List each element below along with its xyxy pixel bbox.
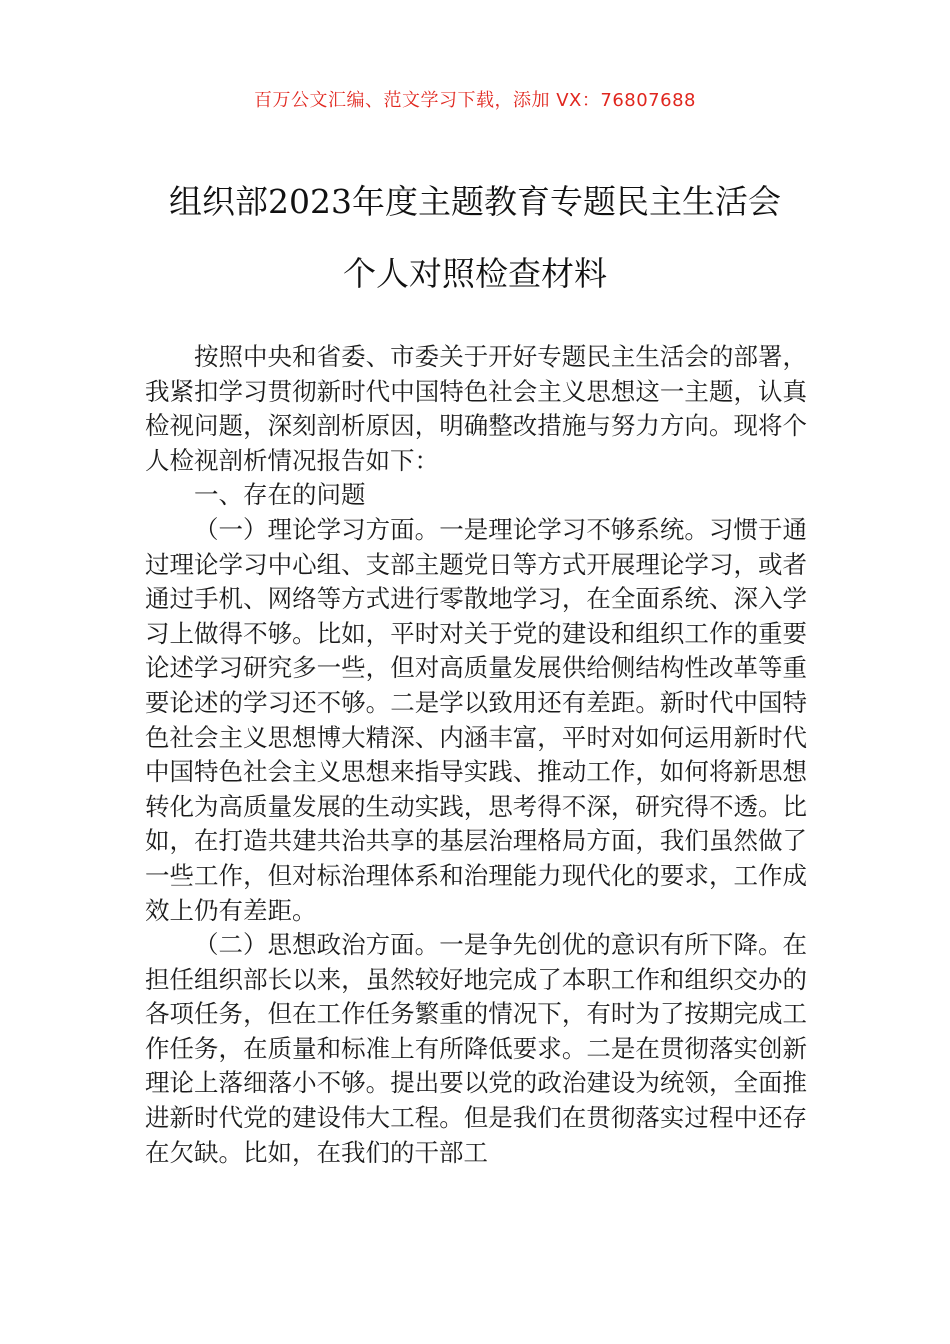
body-paragraph-theory-study: （一）理论学习方面。一是理论学习不够系统。习惯于通过理论学习中心组、支部主题党日等方式开展理论学习，或者通过手机、网络等方式进行零散地学习，在全面系统、深入学习上做得不够。比如，平时对关于党的建设和组织工作的重要论述学习研究多一些，但对高质量发展供给侧结构性改革等重要论述的学习还不够。二是学以致用还有差距。新时代中国特色社会主义思想博大精深、内涵丰富，平时对如何运用新时代中国特色社会主义思想来指导实践、推动工作，如何将新思想转化为高质量发展的生动实践，思考得不深，研究得不透。比如，在打造共建共治共享的基层治理格局方面，我们虽然做了一些工作，但对标治理体系和治理能力现代化的要求，工作成效上仍有差距。 <box>145 514 807 925</box>
document-title-line-2: 个人对照检查材料 <box>343 254 607 293</box>
document-body <box>145 340 807 1170</box>
document-title-line-1: 组织部2023年度主题教育专题民主生活会 <box>169 182 781 221</box>
section-heading-problems: 一、存在的问题 <box>194 480 366 510</box>
watermark-text: 百万公文汇编、范文学习下载，添加 VX：76807688 <box>254 90 696 111</box>
body-paragraph-intro: 按照中央和省委、市委关于开好专题民主生活会的部署，我紧扣学习贯彻新时代中国特色社会主义思想这一主题，认真检视问题，深刻剖析原因，明确整改措施与努力方向。现将个人检视剖析情况报告如下： <box>145 342 807 475</box>
body-paragraph-ideology-politics: （二）思想政治方面。一是争先创优的意识有所下降。在担任组织部长以来，虽然较好地完成了本职工作和组织交办的各项任务，但在工作任务繁重的情况下，有时为了按期完成工作任务，在质量和标准上有所降低要求。二是在贯彻落实创新理论上落细落小不够。提出要以党的政治建设为统领，全面推进新时代党的建设伟大工程。但是我们在贯彻落实过程中还存在欠缺。比如，在我们的干部工 <box>145 930 807 1167</box>
